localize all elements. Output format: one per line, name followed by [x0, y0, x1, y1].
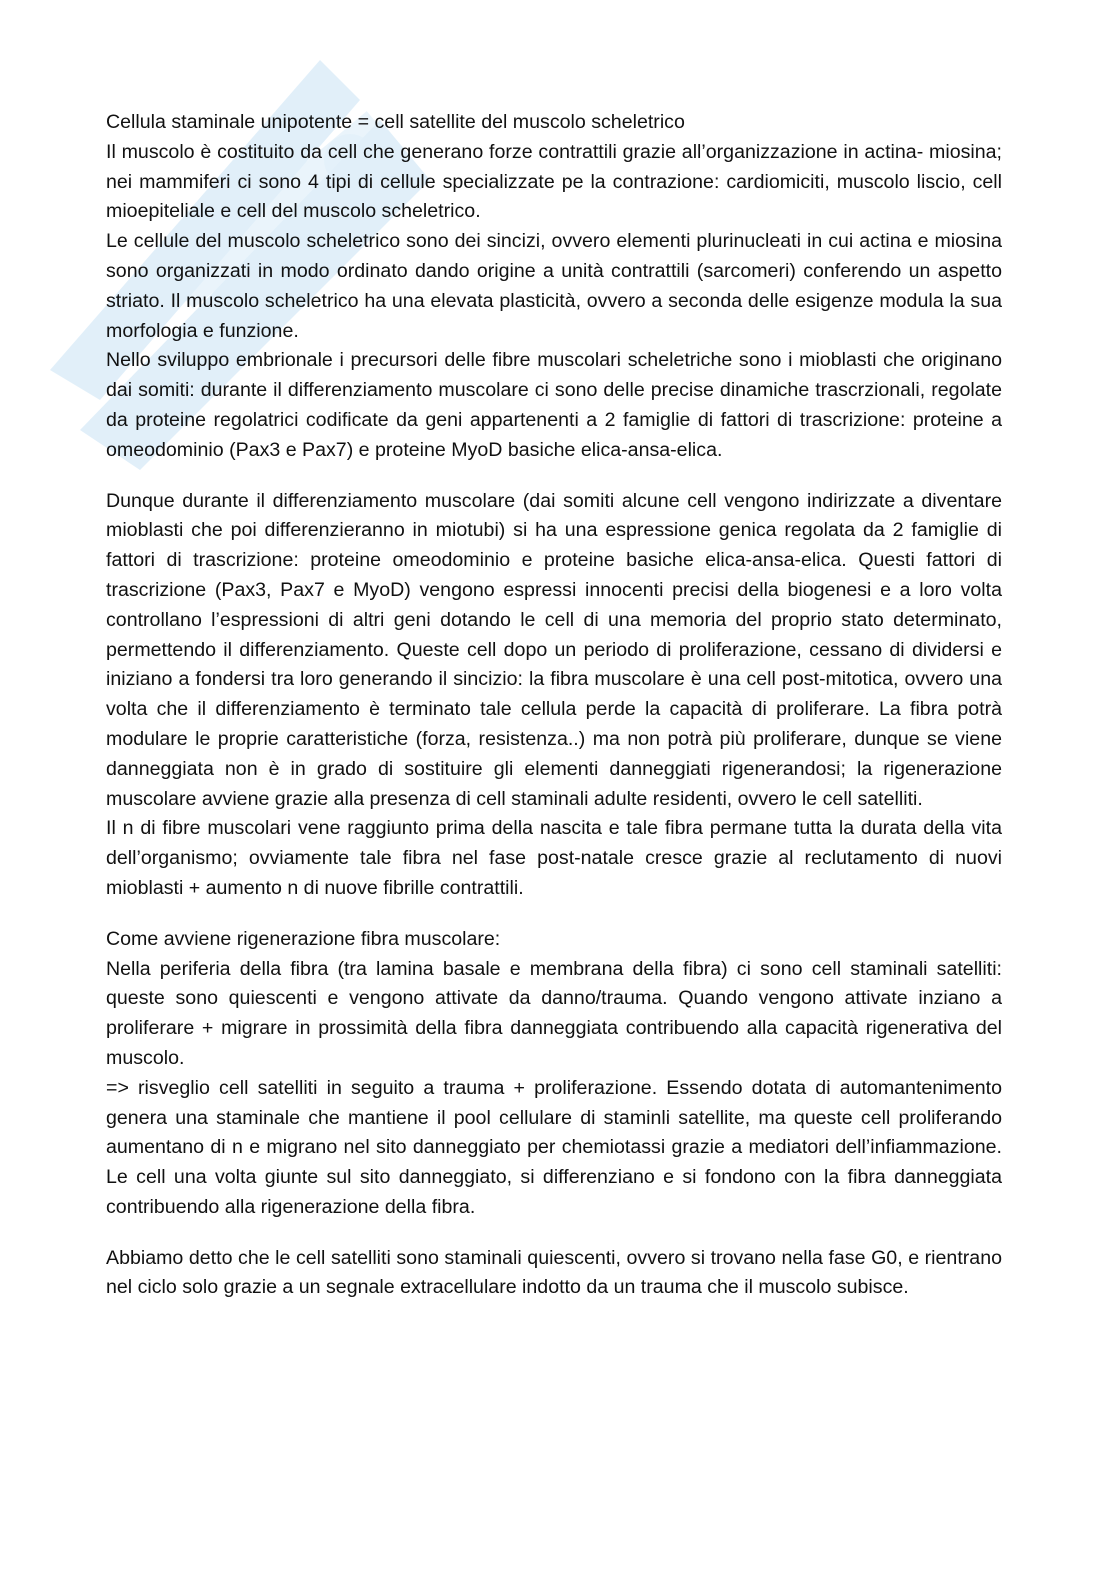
paragraph-title: Cellula staminale unipotente = cell satellite del muscolo scheletrico — [106, 111, 685, 133]
document-body — [106, 108, 1002, 1303]
paragraph: Nella periferia della fibra (tra lamina basale e membrana della fibra) ci sono cell staminali satelliti: queste sono quiescenti e vengono attivate da danno/trauma. Quando vengono attivate inziano a proliferare + migrare in prossimità della fibra danneggiata contribuendo alla capacità rigenerativa del muscolo. — [106, 957, 1002, 1069]
section-4 — [106, 1244, 1002, 1304]
paragraph: => risveglio cell satelliti in seguito a trauma + proliferazione. Essendo dotata di automantenimento genera una staminale che mantiene il pool cellulare di staminli satellite, ma queste cell proliferando aumentano di n e migrano nel sito danneggiato per chemiotassi grazie a mediatori dell’infiammazione. Le cell una volta giunte sul sito danneggiato, si differenziano e si fondono con la fibra danneggiata contribuendo alla rigenerazione della fibra. — [106, 1076, 1002, 1218]
paragraph: Le cellule del muscolo scheletrico sono dei sincizi, ovvero elementi plurinucleati in cui actina e miosina sono organizzati in modo ordinato dando origine a unità contrattili (sarcomeri) conferendo un aspetto striato. Il muscolo scheletrico ha una elevata plasticità, ovvero a seconda delle esigenze modula la sua morfologia e funzione. — [106, 230, 1002, 342]
paragraph: Nello sviluppo embrionale i precursori delle fibre muscolari scheletriche sono i mioblasti che originano dai somiti: durante il differenziamento muscolare ci sono delle precise dinamiche trascrzionali, regolate da proteine regolatrici codificate da geni appartenenti a 2 famiglie di fattori di trascrizione: proteine a omeodominio (Pax3 e Pax7) e proteine MyoD basiche elica-ansa-elica. — [106, 349, 1002, 461]
paragraph: Abbiamo detto che le cell satelliti sono staminali quiescenti, ovvero si trovano nella fase G0, e rientrano nel ciclo solo grazie a un segnale extracellulare indotto da un trauma che il muscolo subisce. — [106, 1246, 1002, 1299]
paragraph: Dunque durante il differenziamento muscolare (dai somiti alcune cell vengono indirizzate a diventare mioblasti che poi differenzieranno in miotubi) si ha una espressione genica regolata da 2 famiglie di fattori di trascrizione: proteine omeodominio e proteine basiche elica-ansa-elica. Questi fattori di trascrizione (Pax3, Pax7 e MyoD) vengono espressi innocenti precisi della biogenesi e a loro volta controllano l’espressioni di altri geni dotando le cell di una memoria del proprio stato determinato, permettendo il differenziamento. Queste cell dopo un periodo di proliferazione, cessano di dividersi e iniziano a fondersi tra loro generando il sincizio: la fibra muscolare è una cell post-mitotica, ovvero una volta che il differenziamento è terminato tale cellula perde la capacità di proliferare. La fibra potrà modulare le proprie caratteristiche (forza, resistenza..) ma non potrà più proliferare, dunque se viene danneggiata non è in grado di sostituire gli elementi danneggiati rigenerandosi; la rigenerazione muscolare avviene grazie alla presenza di cell staminali adulte residenti, ovvero le cell satelliti. — [106, 489, 1002, 810]
section-2 — [106, 487, 1002, 904]
paragraph-title: Come avviene rigenerazione fibra muscolare: — [106, 927, 501, 950]
section-3 — [106, 925, 1002, 1223]
section-1 — [106, 108, 1002, 466]
paragraph: Il n di fibre muscolari vene raggiunto prima della nascita e tale fibra permane tutta la durata della vita dell’organismo; ovviamente tale fibra nel fase post-natale cresce grazie al reclutamento di nuovi mioblasti + aumento n di nuove fibrille contrattili. — [106, 817, 1002, 899]
paragraph: Il muscolo è costituito da cell che generano forze contrattili grazie all’organizzazione in actina- miosina; nei mammiferi ci sono 4 tipi di cellule specializzate pe la contrazione: cardiomiciti, muscolo liscio, cell mioepiteliale e cell del muscolo scheletrico. — [106, 140, 1002, 223]
